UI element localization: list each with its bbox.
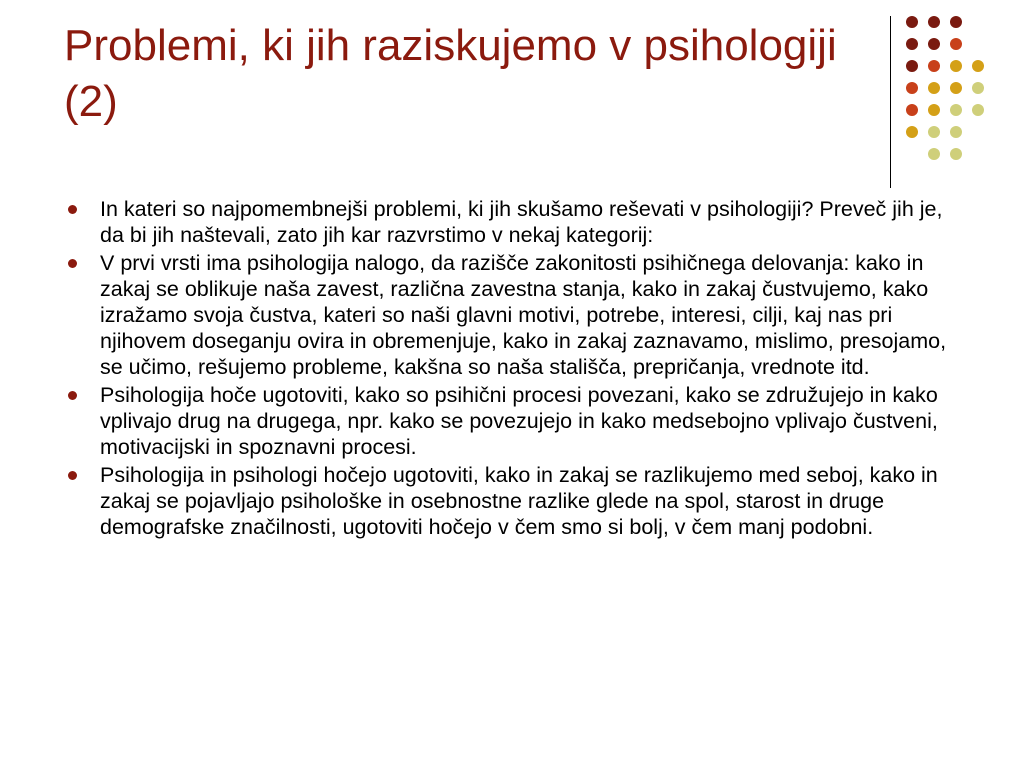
bullet-text: In kateri so najpomembnejši problemi, ki jih skušamo reševati v psihologiji? Preveč jih je, da bi jih naštevali, zato jih kar razvrstimo v nekaj kategorij: [100,197,943,247]
decorative-dot [950,82,962,94]
decorative-dot [928,82,940,94]
decorative-dot [928,126,940,138]
bullet-dot-icon [68,391,77,400]
bullet-dot-icon [68,259,77,268]
decorative-dot [950,16,962,28]
decorative-dot [928,60,940,72]
bullet-list [68,196,968,542]
decorative-dot [906,104,918,116]
decorative-dot [928,104,940,116]
decorative-dot [972,60,984,72]
decorative-dot [906,38,918,50]
decorative-dot [906,16,918,28]
decorative-dot [928,148,940,160]
title-divider-line [890,16,891,188]
decorative-dot [906,126,918,138]
bullet-text: V prvi vrsti ima psihologija nalogo, da razišče zakonitosti psihičnega delovanja: kako in zakaj se oblikuje naša zavest, različna zavestna stanja, kako in zakaj čustvujemo, kako izražamo svoja čustva, kateri so naši glavni motivi, potrebe, interesi, cilji, kaj nas pri njihovem doseganju ovira in obremenjuje, kako in zakaj zaznavamo, mislimo, presojamo, se učimo, rešujemo probleme, kakšna so naša stališča, prepričanja, vrednote itd. [100,251,947,379]
decorative-dot [950,60,962,72]
decorative-dot [950,148,962,160]
decorative-dot [950,104,962,116]
bullet-item [68,462,968,540]
decorative-dot [906,82,918,94]
decorative-dot [906,60,918,72]
decorative-dot [950,38,962,50]
decorative-dot [950,126,962,138]
decorative-dot [928,38,940,50]
decorative-dot-grid [902,12,1014,172]
bullet-text: Psihologija in psihologi hočejo ugotoviti, kako in zakaj se razlikujemo med seboj, kako in zakaj se pojavljajo psihološke in osebnostne razlike glede na spol, starost in druge demografske značilnosti, ugotoviti hočejo v čem smo si bolj, v čem manj podobni. [100,463,938,539]
decorative-dot [972,82,984,94]
bullet-item [68,382,968,460]
bullet-item [68,250,968,380]
decorative-dot [928,16,940,28]
bullet-item [68,196,968,248]
bullet-dot-icon [68,471,77,480]
bullet-text: Psihologija hoče ugotoviti, kako so psihični procesi povezani, kako se združujejo in kako vplivajo drug na drugega, npr. kako se povezujejo in kako medsebojno vplivajo čustveni, motivacijski in spoznavni procesi. [100,383,938,459]
slide-title: Problemi, ki jih raziskujemo v psihologiji (2) [64,21,837,126]
bullet-dot-icon [68,205,77,214]
decorative-dot [972,104,984,116]
